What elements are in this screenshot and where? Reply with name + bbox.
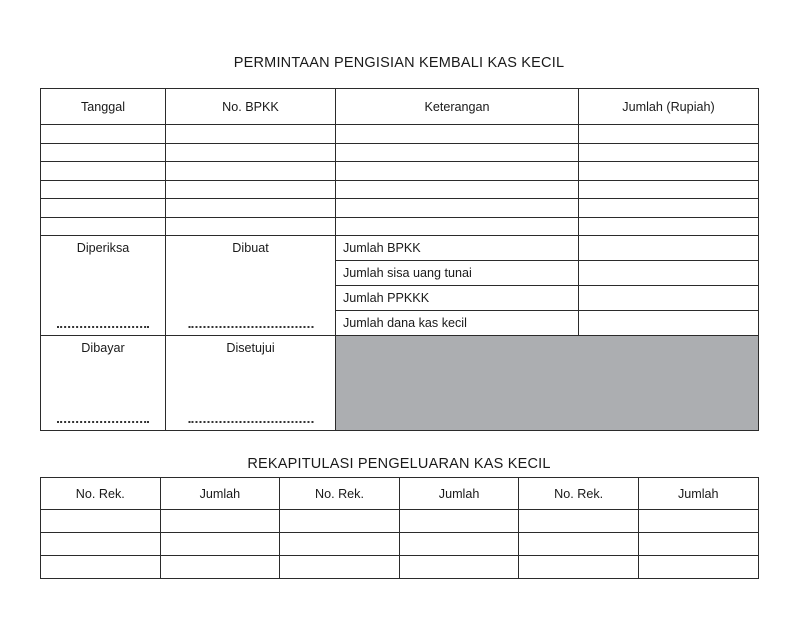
petty-cash-expense-recap-table (40, 477, 759, 579)
column-header-no-bpkk: No. BPKK (166, 89, 336, 125)
signature-row-lower (41, 336, 759, 431)
table-row[interactable] (41, 143, 759, 162)
cell-keterangan[interactable] (336, 162, 579, 181)
cell-jumlah[interactable] (579, 180, 759, 199)
table-header-row (41, 89, 759, 125)
page-title: PERMINTAAN PENGISIAN KEMBALI KAS KECIL (233, 55, 565, 71)
recap-cell-no-rek[interactable] (280, 510, 400, 533)
recap-column-header-no-rek-1: No. Rek. (41, 478, 161, 510)
column-header-jumlah-rupiah: Jumlah (Rupiah) (579, 89, 759, 125)
signature-label-dibayar: Dibayar (81, 341, 125, 355)
summary-value-jumlah-bpkk[interactable] (579, 236, 759, 261)
recap-column-header-no-rek-3: No. Rek. (519, 478, 639, 510)
recap-table-row[interactable] (41, 510, 759, 533)
recap-column-header-jumlah-3: Jumlah (638, 478, 758, 510)
cell-jumlah[interactable] (579, 125, 759, 144)
column-header-tanggal: Tanggal (41, 89, 166, 125)
signature-box-diperiksa[interactable] (41, 236, 166, 336)
signature-box-dibayar[interactable] (41, 336, 166, 431)
recap-cell-no-rek[interactable] (519, 533, 639, 556)
signature-label-disetujui: Disetujui (226, 341, 275, 355)
recap-cell-no-rek[interactable] (41, 533, 161, 556)
recap-cell-no-rek[interactable] (280, 533, 400, 556)
cell-tanggal[interactable] (41, 143, 166, 162)
table-row[interactable] (41, 217, 759, 236)
cell-keterangan[interactable] (336, 143, 579, 162)
cell-jumlah[interactable] (579, 199, 759, 218)
cell-no-bpkk[interactable] (166, 199, 336, 218)
recap-column-header-jumlah-1: Jumlah (160, 478, 280, 510)
recap-cell-jumlah[interactable] (399, 533, 519, 556)
table-row[interactable] (41, 162, 759, 181)
signature-dotted-line (188, 326, 313, 328)
summary-label-jumlah-ppkkk: Jumlah PPKKK (336, 286, 579, 311)
signature-label-dibuat: Dibuat (232, 241, 269, 255)
cell-tanggal[interactable] (41, 217, 166, 236)
cell-keterangan[interactable] (336, 125, 579, 144)
cell-no-bpkk[interactable] (166, 125, 336, 144)
recap-cell-jumlah[interactable] (399, 556, 519, 579)
recap-table-row[interactable] (41, 556, 759, 579)
cell-tanggal[interactable] (41, 125, 166, 144)
signature-dotted-line (57, 326, 149, 328)
summary-value-jumlah-sisa-uang-tunai[interactable] (579, 261, 759, 286)
recap-cell-jumlah[interactable] (638, 533, 758, 556)
recap-cell-jumlah[interactable] (160, 556, 280, 579)
signature-dotted-line (57, 421, 149, 423)
petty-cash-replenishment-table (40, 88, 759, 431)
signature-label-diperiksa: Diperiksa (76, 241, 130, 255)
recap-header-row (41, 478, 759, 510)
recap-cell-jumlah[interactable] (638, 510, 758, 533)
recap-cell-jumlah[interactable] (160, 510, 280, 533)
cell-tanggal[interactable] (41, 199, 166, 218)
recap-cell-no-rek[interactable] (519, 556, 639, 579)
cell-keterangan[interactable] (336, 217, 579, 236)
summary-label-jumlah-bpkk: Jumlah BPKK (336, 236, 579, 261)
shaded-filler-block (336, 336, 759, 431)
cell-keterangan[interactable] (336, 180, 579, 199)
signature-box-dibuat[interactable] (166, 236, 336, 336)
cell-keterangan[interactable] (336, 199, 579, 218)
recap-cell-no-rek[interactable] (280, 556, 400, 579)
recap-table-row[interactable] (41, 533, 759, 556)
cell-jumlah[interactable] (579, 162, 759, 181)
cell-no-bpkk[interactable] (166, 162, 336, 181)
cell-no-bpkk[interactable] (166, 180, 336, 199)
signature-summary-row-1 (41, 236, 759, 261)
cell-tanggal[interactable] (41, 162, 166, 181)
recap-cell-jumlah[interactable] (399, 510, 519, 533)
recap-cell-no-rek[interactable] (41, 556, 161, 579)
recap-cell-jumlah[interactable] (638, 556, 758, 579)
summary-value-jumlah-dana-kas-kecil[interactable] (579, 311, 759, 336)
table-row[interactable] (41, 180, 759, 199)
recap-title: REKAPITULASI PENGELUARAN KAS KECIL (247, 456, 551, 472)
signature-dotted-line (188, 421, 313, 423)
cell-tanggal[interactable] (41, 180, 166, 199)
recap-column-header-no-rek-2: No. Rek. (280, 478, 400, 510)
column-header-keterangan: Keterangan (336, 89, 579, 125)
cell-jumlah[interactable] (579, 217, 759, 236)
signature-box-disetujui[interactable] (166, 336, 336, 431)
recap-cell-jumlah[interactable] (160, 533, 280, 556)
summary-label-jumlah-dana-kas-kecil: Jumlah dana kas kecil (336, 311, 579, 336)
table-row[interactable] (41, 125, 759, 144)
summary-label-jumlah-sisa-uang-tunai: Jumlah sisa uang tunai (336, 261, 579, 286)
recap-column-header-jumlah-2: Jumlah (399, 478, 519, 510)
cell-no-bpkk[interactable] (166, 217, 336, 236)
recap-cell-no-rek[interactable] (519, 510, 639, 533)
cell-jumlah[interactable] (579, 143, 759, 162)
cell-no-bpkk[interactable] (166, 143, 336, 162)
recap-cell-no-rek[interactable] (41, 510, 161, 533)
table-row[interactable] (41, 199, 759, 218)
summary-value-jumlah-ppkkk[interactable] (579, 286, 759, 311)
